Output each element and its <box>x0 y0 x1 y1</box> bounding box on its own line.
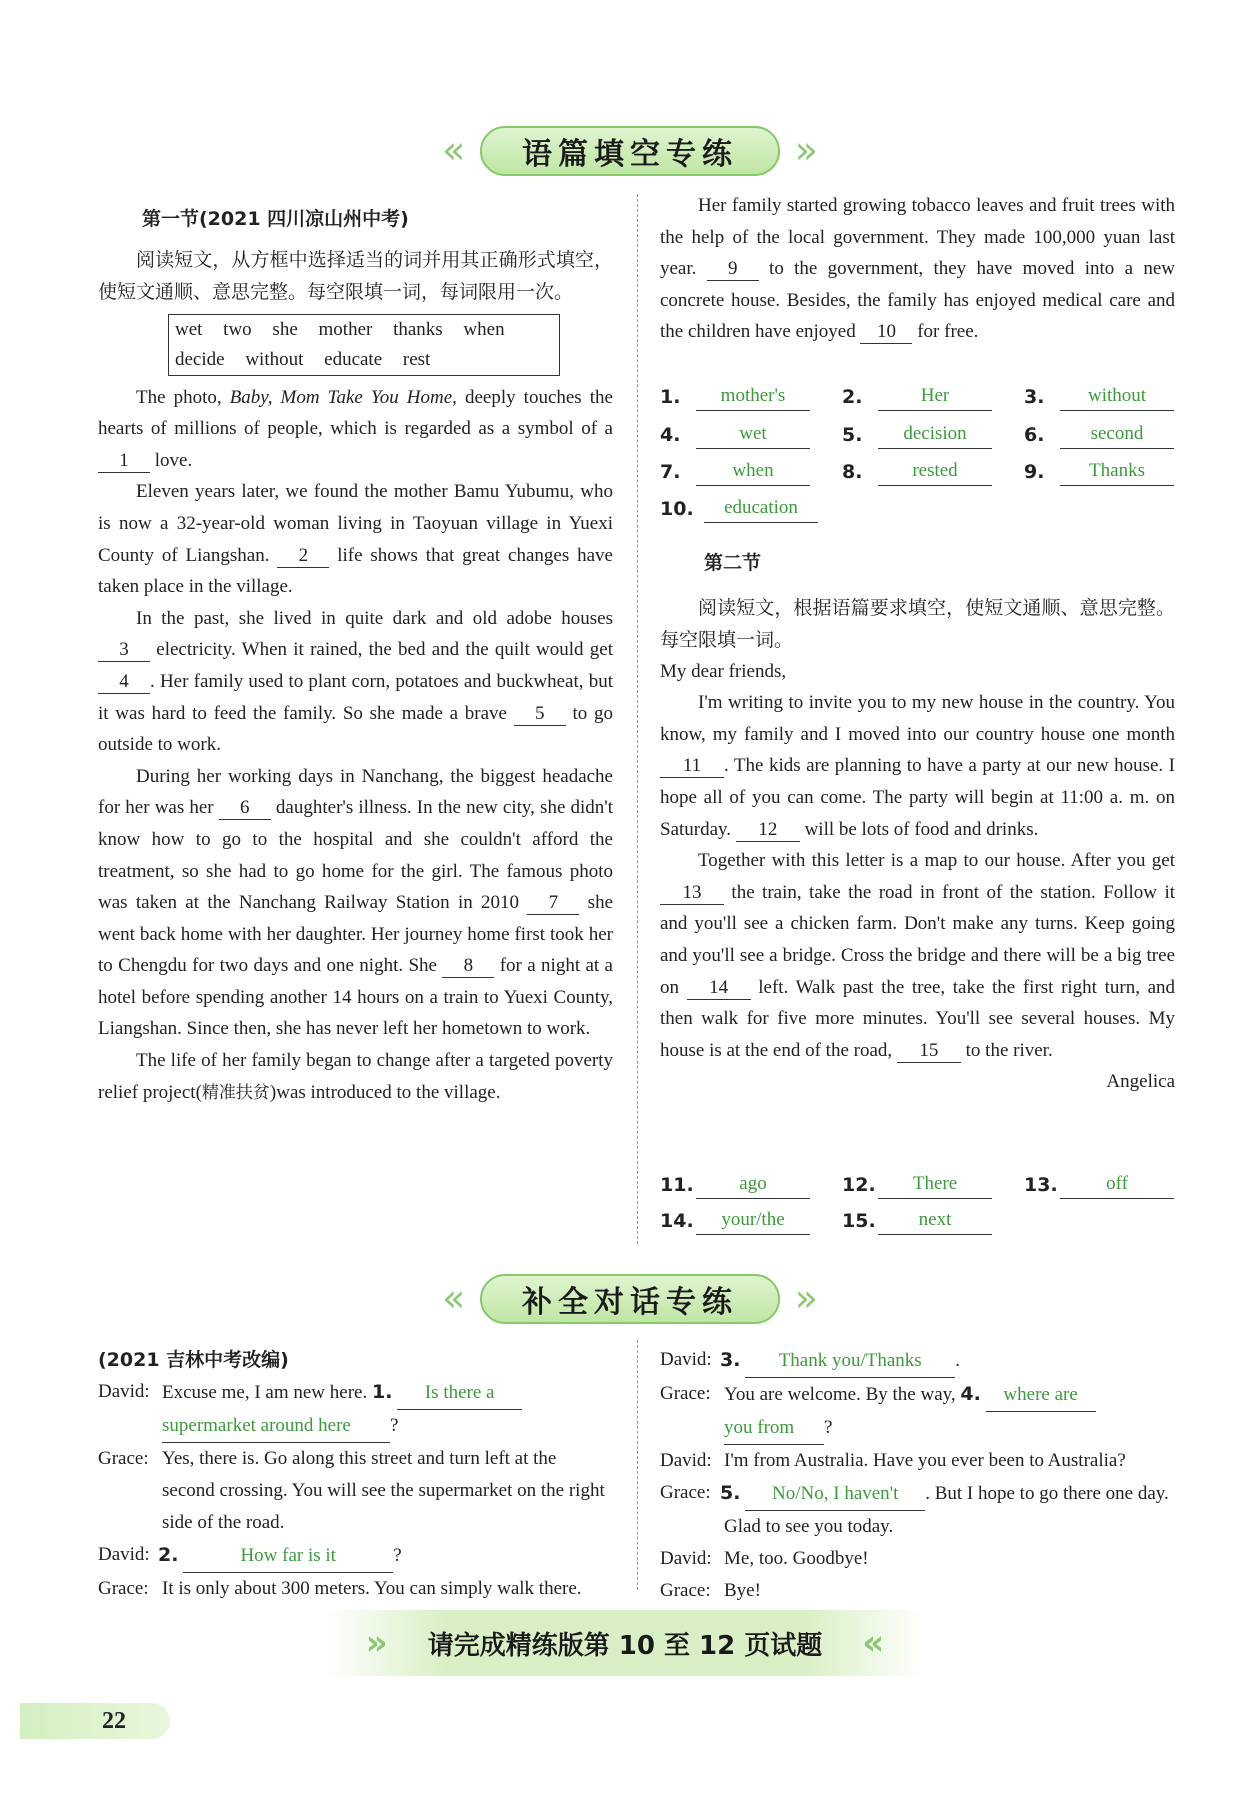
footer-instruction-banner <box>325 1610 925 1676</box>
double-chevron-left-icon: « <box>442 128 466 172</box>
photo-title: Baby, Mom Take You Home <box>229 386 453 408</box>
left-column <box>98 204 613 1109</box>
dialogue-line: David: Me, too. Goodbye! <box>660 1543 1175 1575</box>
blank-7: 7 <box>527 892 579 915</box>
double-chevron-right-icon: » <box>365 1623 388 1663</box>
speaker: Grace: <box>660 1580 711 1601</box>
letter-signature: Angelica <box>1106 1071 1175 1093</box>
blank-12: 12 <box>736 819 800 842</box>
blank-2: 2 <box>277 545 329 568</box>
dialogue-left <box>98 1344 613 1605</box>
footer-instruction: 请完成精练版第 10 至 12 页试题 <box>427 1630 823 1661</box>
dialogue-right <box>660 1344 1175 1607</box>
dialogue-answer-4: you from <box>724 1412 824 1445</box>
page-number: 22 <box>20 1703 170 1739</box>
dialogue-answer-4: where are <box>986 1379 1096 1412</box>
letter-paragraph: Together with this letter is a map to our house. After you get 13 the train, take the road in front of the station. Follow it and you'll see a chicken farm. Don't make any turns. Keep going and you'll see a bridge. Cross the bridge and there will be a big tree on 14 left. Walk past the tree, take the first right turn, and then walk for five more minutes. You'll see several houses. My house is at the end of the road, 15 to the river. <box>660 850 1175 1061</box>
speaker: David: <box>660 1349 712 1370</box>
dialogue-line: Grace: Bye! <box>660 1575 1175 1607</box>
dialogue-answer-1: Is there a <box>397 1377 522 1410</box>
double-chevron-left-icon: « <box>862 1623 885 1663</box>
passage-paragraph: During her working days in Nanchang, the biggest headache for her was her 6 daughter's illness. In the new city, she didn't know how to go to the hospital and she couldn't afford the treatment, so she had to go home for the girl. The famous photo was taken at the Nanchang Railway Station in 2010 7 she went back home with her daughter. Her journey home first took her to Chengdu for two days and one night. She 8 for a night at a hotel before spending another 14 hours on a train to Yuexi County, Liangshan. Since then, she has never left her hometown to work. <box>98 765 613 1040</box>
blank-11: 11 <box>660 755 724 778</box>
passage-paragraph: Eleven years later, we found the mother Bamu Yubumu, who is now a 32-year-old woman living in Taoyuan village in Yuexi County of Liangshan. 2 life shows that great changes have taken place in the village. <box>98 481 613 598</box>
dialogue-line: David: I'm from Australia. Have you ever been to Australia? <box>660 1445 1175 1477</box>
dialogue-line: Grace: 5. No/No, I haven't . But I hope to go there one day. Glad to see you today. <box>660 1477 1175 1543</box>
word-box-line: wet two she mother thanks when <box>175 318 505 340</box>
part2-heading: 第二节 <box>704 552 762 574</box>
word-box <box>168 314 560 376</box>
blank-1: 1 <box>98 450 150 473</box>
blank-6: 6 <box>219 797 271 820</box>
blank-4: 4 <box>98 671 150 694</box>
speaker: David: <box>98 1381 150 1402</box>
dialogue-answer-1: supermarket around here <box>162 1410 390 1443</box>
blank-9: 9 <box>707 258 759 281</box>
speaker: David: <box>98 1544 150 1565</box>
dialogue-line: David: Excuse me, I am new here. 1. Is there a supermarket around here ? <box>98 1376 613 1443</box>
speaker: Grace: <box>98 1578 149 1599</box>
column-divider <box>637 1340 638 1590</box>
dialogue-answer-5: No/No, I haven't <box>745 1478 925 1511</box>
double-chevron-left-icon: « <box>442 1276 466 1320</box>
letter-greeting: My dear friends, <box>660 660 787 682</box>
dialogue-line: Grace: Yes, there is. Go along this street and turn left at the second crossing. You will see the supermarket on the right side of the road. <box>98 1443 613 1539</box>
speaker: David: <box>660 1450 712 1471</box>
section-title: 语篇填空专练 <box>480 126 780 176</box>
dialogue-line: Grace: You are welcome. By the way, 4. where are you from ? <box>660 1378 1175 1445</box>
dialogue-line: Grace: It is only about 300 meters. You can simply walk there. <box>98 1573 613 1605</box>
word-box-line: decide without educate rest <box>175 348 431 370</box>
dialogue-line: David: 2. How far is it ? <box>98 1539 613 1573</box>
passage-paragraph: Her family started growing tobacco leaves and fruit trees with the help of the local government. They made 100,000 yuan last year. 9 to the government, they have moved into a new concrete house. Besides, the family has enjoyed medical care and the children have enjoyed 10 for free. <box>660 195 1175 343</box>
blank-14: 14 <box>687 977 751 1000</box>
letter-paragraph: I'm writing to invite you to my new house in the country. You know, my family and I moved into our country house one month 11 . The kids are planning to have a party at our new house. I hope all of you can come. The party will begin at 11:00 a. m. on Saturday. 12 will be lots of food and drinks. <box>660 692 1175 840</box>
section-banner-reading-cloze <box>440 120 820 182</box>
blank-8: 8 <box>442 955 494 978</box>
part1-instructions: 阅读短文，从方框中选择适当的词并用其正确形式填空，使短文通顺、意思完整。每空限填一词，每词限用一次。 <box>98 248 613 303</box>
passage-paragraph: In the past, she lived in quite dark and old adobe houses 3 electricity. When it rained, the bed and the quilt would get 4 . Her family used to plant corn, potatoes and buckwheat, but it was hard to feed the family. So she made a brave 5 to go outside to work. <box>98 607 613 756</box>
blank-10: 10 <box>860 321 912 344</box>
right-column <box>660 190 1175 348</box>
speaker: Grace: <box>660 1383 711 1404</box>
double-chevron-right-icon: » <box>794 128 818 172</box>
blank-15: 15 <box>897 1040 961 1063</box>
dialogue-line: David: 3. Thank you/Thanks . <box>660 1344 1175 1378</box>
dialogue-answer-2: How far is it <box>183 1540 393 1573</box>
dialogue-answer-3: Thank you/Thanks <box>745 1345 955 1378</box>
passage-paragraph: The photo, Baby, Mom Take You Home, deeply touches the hearts of millions of people, which is regarded as a symbol of a 1 love. <box>98 386 613 471</box>
blank-3: 3 <box>98 639 150 662</box>
speaker: Grace: <box>660 1482 711 1503</box>
speaker: David: <box>660 1548 712 1569</box>
section-banner-dialogue <box>440 1268 820 1330</box>
passage-paragraph: The life of her family began to change after a targeted poverty relief project(精准扶贫)was introduced to the village. <box>98 1050 613 1103</box>
part2-instructions: 阅读短文，根据语篇要求填空，使短文通顺、意思完整。每空限填一词。 <box>660 596 1175 651</box>
part1-heading: 第一节(2021 四川凉山州中考) <box>142 208 409 230</box>
blank-5: 5 <box>514 703 566 726</box>
column-divider <box>637 194 638 1244</box>
blank-13: 13 <box>660 882 724 905</box>
double-chevron-right-icon: » <box>794 1276 818 1320</box>
part2-column <box>660 548 1175 1098</box>
dialogue-source: (2021 吉林中考改编) <box>98 1349 289 1371</box>
speaker: Grace: <box>98 1448 149 1469</box>
section-title: 补全对话专练 <box>480 1274 780 1324</box>
